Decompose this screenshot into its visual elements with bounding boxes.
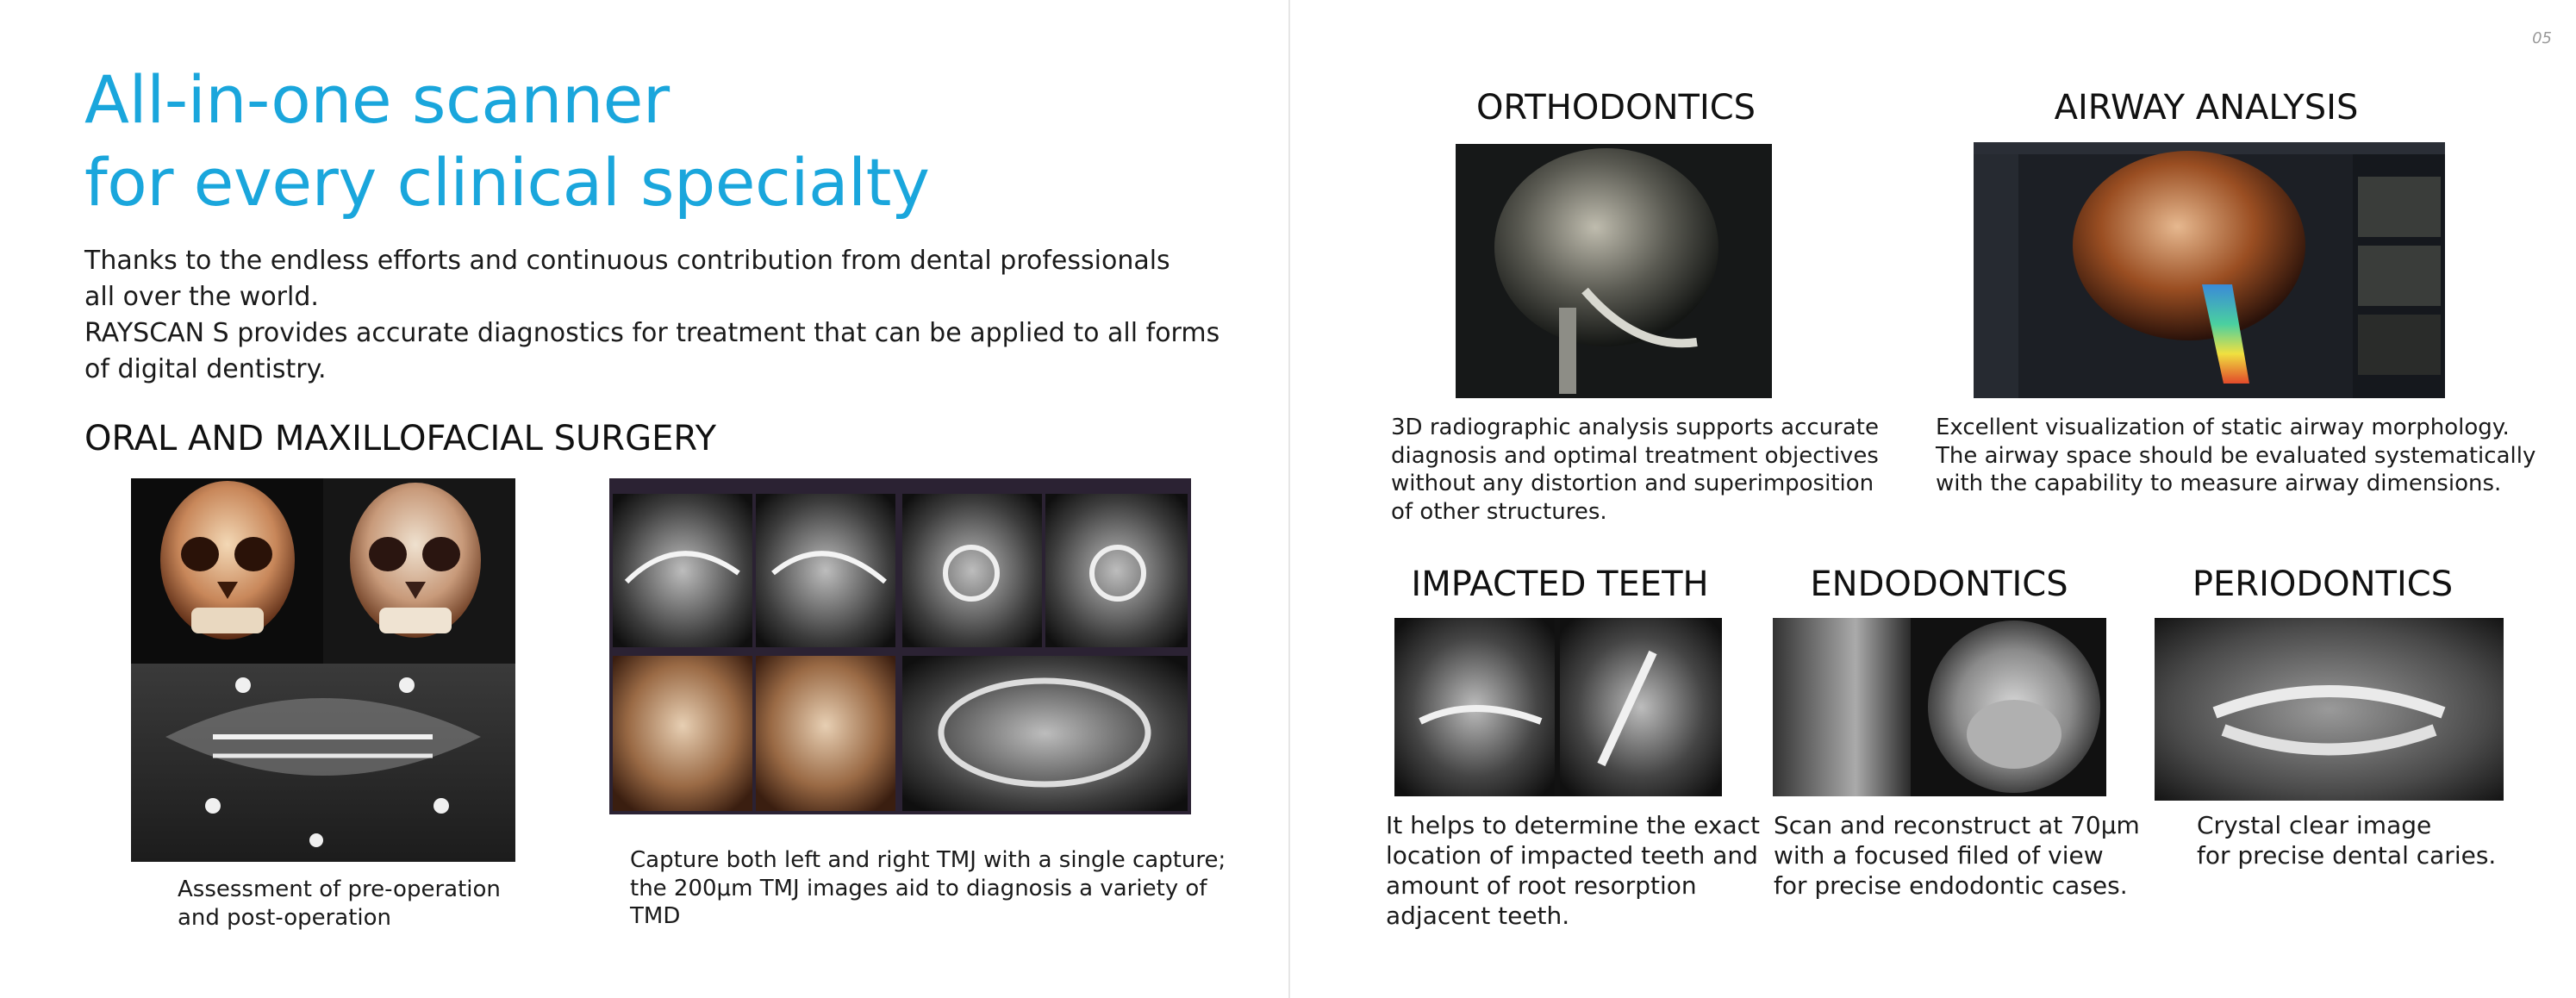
caption-line: and post-operation [178,904,392,931]
caption-line: without any distortion and superimposition [1391,471,1874,496]
impacted-teeth-heading: IMPACTED TEETH [1411,564,1709,604]
intro-paragraph [84,243,1220,388]
page-number: 05 [2532,29,2552,47]
caption-line: adjacent teeth. [1386,901,1570,930]
caption-line: Crystal clear image [2197,811,2432,839]
tmj-image-grid [609,478,1191,814]
orthodontics-heading: ORTHODONTICS [1475,88,1756,128]
impacted-teeth-image [1394,618,1722,796]
caption-line: location of impacted teeth and [1386,841,1758,870]
caption-line: for precise dental caries. [2197,841,2497,870]
endodontics-caption [1774,810,2140,901]
pre-post-operation-image [131,478,515,862]
endodontics-heading: ENDODONTICS [1810,564,2068,604]
pre-post-caption [178,876,501,932]
airway-image [1974,142,2445,398]
caption-line: TMD [630,903,681,929]
impacted-teeth-caption [1386,810,1760,931]
periodontics-heading: PERIODONTICS [2192,564,2454,604]
caption-line: 3D radiographic analysis supports accurate [1391,415,1879,440]
intro-line: RAYSCAN S provides accurate diagnostics for treatment that can be applied to all forms [84,318,1220,348]
intro-line: of digital dentistry. [84,354,327,384]
airway-caption [1936,414,2535,498]
caption-line: Assessment of pre-operation [178,876,501,902]
endodontics-image [1773,618,2106,796]
tmj-caption [630,846,1226,931]
title-line-2: for every clinical specialty [84,144,930,221]
caption-line: It helps to determine the exact [1386,811,1760,839]
intro-line: Thanks to the endless efforts and continuous contribution from dental professionals [84,246,1170,276]
caption-line: with a focused filed of view [1774,841,2104,870]
airway-heading: AIRWAY ANALYSIS [2054,88,2359,128]
caption-line: amount of root resorption [1386,871,1697,900]
caption-line: the 200μm TMJ images aid to diagnosis a variety of [630,875,1207,901]
caption-line: Scan and reconstruct at 70μm [1774,811,2140,839]
caption-line: for precise endodontic cases. [1774,871,2128,900]
caption-line: The airway space should be evaluated systematically [1936,442,2536,469]
intro-line: all over the world. [84,282,319,312]
caption-line: Capture both left and right TMJ with a single capture; [630,847,1226,873]
title-line-1: All-in-one scanner [84,61,670,138]
periodontics-caption [2197,810,2496,870]
orthodontics-image [1456,144,1772,398]
caption-line: Excellent visualization of static airway morphology. [1936,415,2510,440]
caption-line: diagnosis and optimal treatment objectives [1391,442,1879,469]
page-divider [1288,0,1290,998]
page-title [84,59,929,224]
caption-line: of other structures. [1391,498,1607,525]
oral-surgery-heading: ORAL AND MAXILLOFACIAL SURGERY [84,419,717,458]
caption-line: with the capability to measure airway dimensions. [1936,471,2502,496]
periodontics-image [2155,618,2504,801]
orthodontics-caption [1391,414,1879,526]
